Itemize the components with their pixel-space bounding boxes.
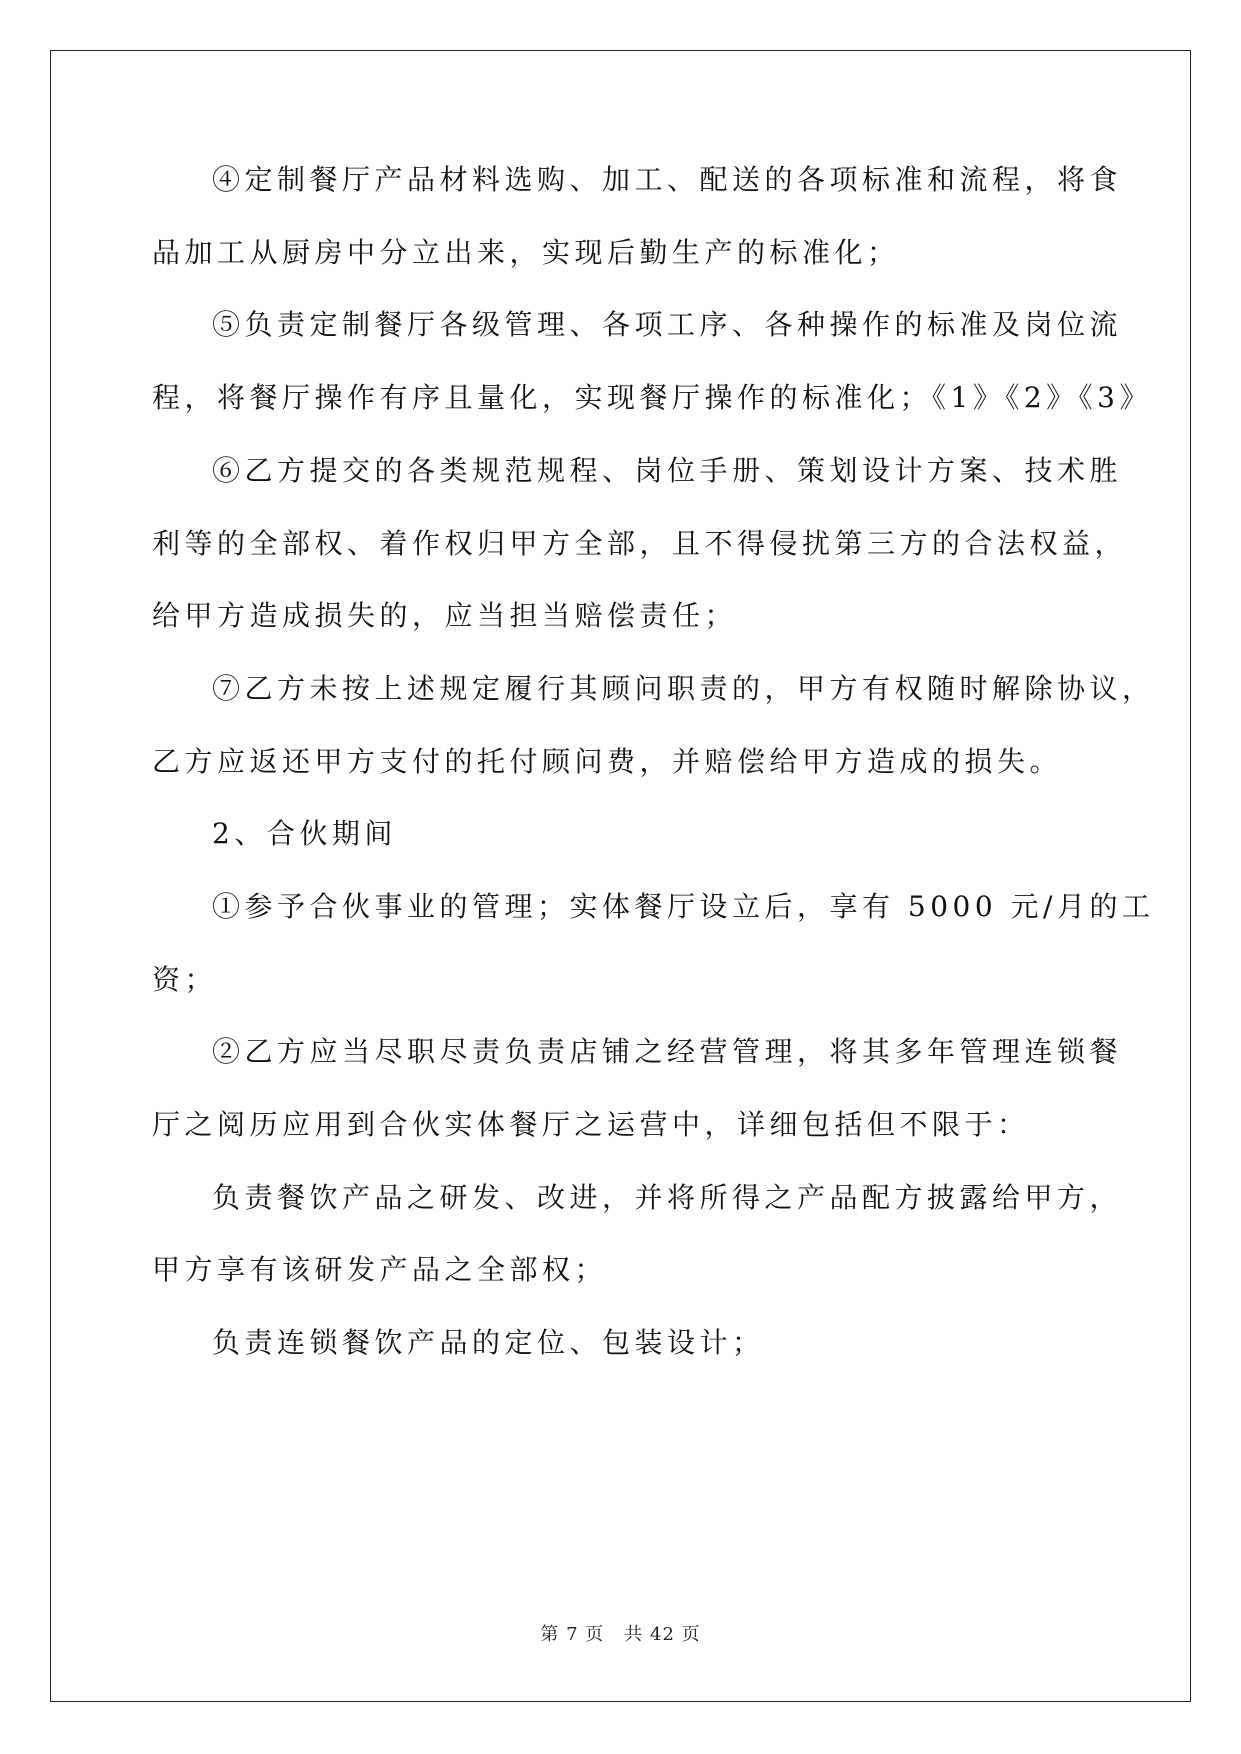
text-line: 负责连锁餐饮产品的定位、包装设计； <box>212 1326 765 1359</box>
text-line: ②乙方应当尽职尽责负责店铺之经营管理，将其多年管理连锁餐 <box>212 1035 1123 1068</box>
page-footer <box>0 1620 1241 1646</box>
text-line: 乙方应返还甲方支付的托付顾问费，并赔偿给甲方造成的损失。 <box>152 745 1063 778</box>
section-heading: 2、合伙期间 <box>212 817 397 850</box>
text-line: 利等的全部权、着作权归甲方全部，且不得侵扰第三方的合法权益， <box>152 527 1128 560</box>
page-border <box>50 50 1191 1702</box>
text-line: 程，将餐厅操作有序且量化，实现餐厅操作的标准化；《1》《2》《3》 <box>152 381 1152 414</box>
text-line: ①参予合伙事业的管理；实体餐厅设立后，享有 5000 元/月的工 <box>212 890 1155 923</box>
text-line: 资； <box>152 963 218 996</box>
page-number: 第 7 页 <box>540 1624 605 1645</box>
text-line: ④定制餐厅产品材料选购、加工、配送的各项标准和流程，将食 <box>212 163 1123 196</box>
text-line: ⑤负责定制餐厅各级管理、各项工序、各种操作的标准及岗位流 <box>212 308 1123 341</box>
text-line: 给甲方造成损失的，应当担当赔偿责任； <box>152 599 738 632</box>
text-line: ⑥乙方提交的各类规范规程、岗位手册、策划设计方案、技术胜 <box>212 454 1123 487</box>
text-line: 厅之阅历应用到合伙实体餐厅之运营中，详细包括但不限于： <box>152 1108 1030 1141</box>
text-line: 负责餐饮产品之研发、改进，并将所得之产品配方披露给甲方， <box>212 1181 1123 1214</box>
text-line: ⑦乙方未按上述规定履行其顾问职责的，甲方有权随时解除协议， <box>212 672 1155 705</box>
text-line: 甲方享有该研发产品之全部权； <box>152 1253 608 1286</box>
page-total: 共 42 页 <box>624 1624 701 1645</box>
text-line: 品加工从厨房中分立出来，实现后勤生产的标准化； <box>152 236 900 269</box>
